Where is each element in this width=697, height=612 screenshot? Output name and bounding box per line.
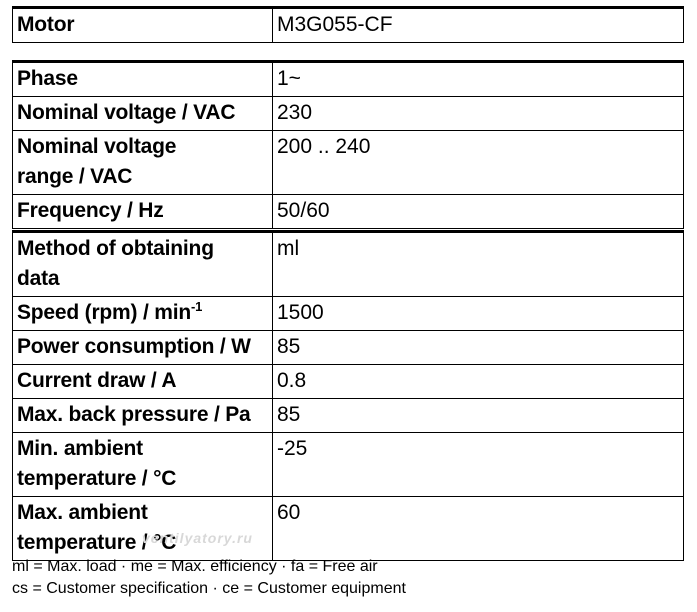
method-label <box>13 232 273 297</box>
table-row <box>13 195 684 229</box>
phase-label: Phase <box>13 62 273 97</box>
label-line-2: temperature / °C <box>17 531 177 554</box>
table-row <box>13 8 684 43</box>
label-line-2: range / VAC <box>17 165 133 188</box>
speed-value: 1500 <box>273 297 684 331</box>
table-row <box>13 131 684 195</box>
footnote-line-1: ml = Max. load · me = Max. efficiency · fa = Free air <box>12 558 378 575</box>
current-draw-label: Current draw / A <box>13 365 273 399</box>
power-consumption-label: Power consumption / W <box>13 331 273 365</box>
table-row <box>13 433 684 497</box>
speed-label <box>13 297 273 331</box>
nominal-voltage-range-label <box>13 131 273 195</box>
current-draw-value: 0.8 <box>273 365 684 399</box>
nominal-voltage-range-value: 200 .. 240 <box>273 131 684 195</box>
motor-value: M3G055-CF <box>273 8 684 43</box>
method-value: ml <box>273 232 684 297</box>
table-row <box>13 331 684 365</box>
speed-label-text: Speed (rpm) / min <box>17 301 191 324</box>
label-line-2: temperature / °C <box>17 467 177 490</box>
min-ambient-temp-value: -25 <box>273 433 684 497</box>
motor-label: Motor <box>13 8 273 43</box>
min-ambient-temp-label <box>13 433 273 497</box>
table-row <box>13 232 684 297</box>
footnote-line-2: cs = Customer specification · ce = Customer equipment <box>12 580 406 597</box>
speed-label-exponent: -1 <box>190 299 203 314</box>
power-consumption-value: 85 <box>273 331 684 365</box>
label-line-1: Nominal voltage <box>17 135 177 158</box>
back-pressure-label: Max. back pressure / Pa <box>13 399 273 433</box>
electrical-table <box>12 60 684 229</box>
table-row <box>13 399 684 433</box>
label-line-1: Min. ambient <box>17 437 143 460</box>
frequency-value: 50/60 <box>273 195 684 229</box>
table-row <box>13 497 684 561</box>
performance-table <box>12 230 684 561</box>
table-row <box>13 97 684 131</box>
frequency-label: Frequency / Hz <box>13 195 273 229</box>
label-line-1: Method of obtaining <box>17 237 214 260</box>
watermark: ventilyatory.ru <box>142 530 253 546</box>
max-ambient-temp-value: 60 <box>273 497 684 561</box>
back-pressure-value: 85 <box>273 399 684 433</box>
motor-table <box>12 6 684 43</box>
label-line-2: data <box>17 267 60 290</box>
table-row <box>13 62 684 97</box>
nominal-voltage-label: Nominal voltage / VAC <box>13 97 273 131</box>
phase-value: 1~ <box>273 62 684 97</box>
label-line-1: Max. ambient <box>17 501 148 524</box>
table-row <box>13 297 684 331</box>
footnotes <box>12 556 406 600</box>
table-row <box>13 365 684 399</box>
nominal-voltage-value: 230 <box>273 97 684 131</box>
max-ambient-temp-label <box>13 497 273 561</box>
